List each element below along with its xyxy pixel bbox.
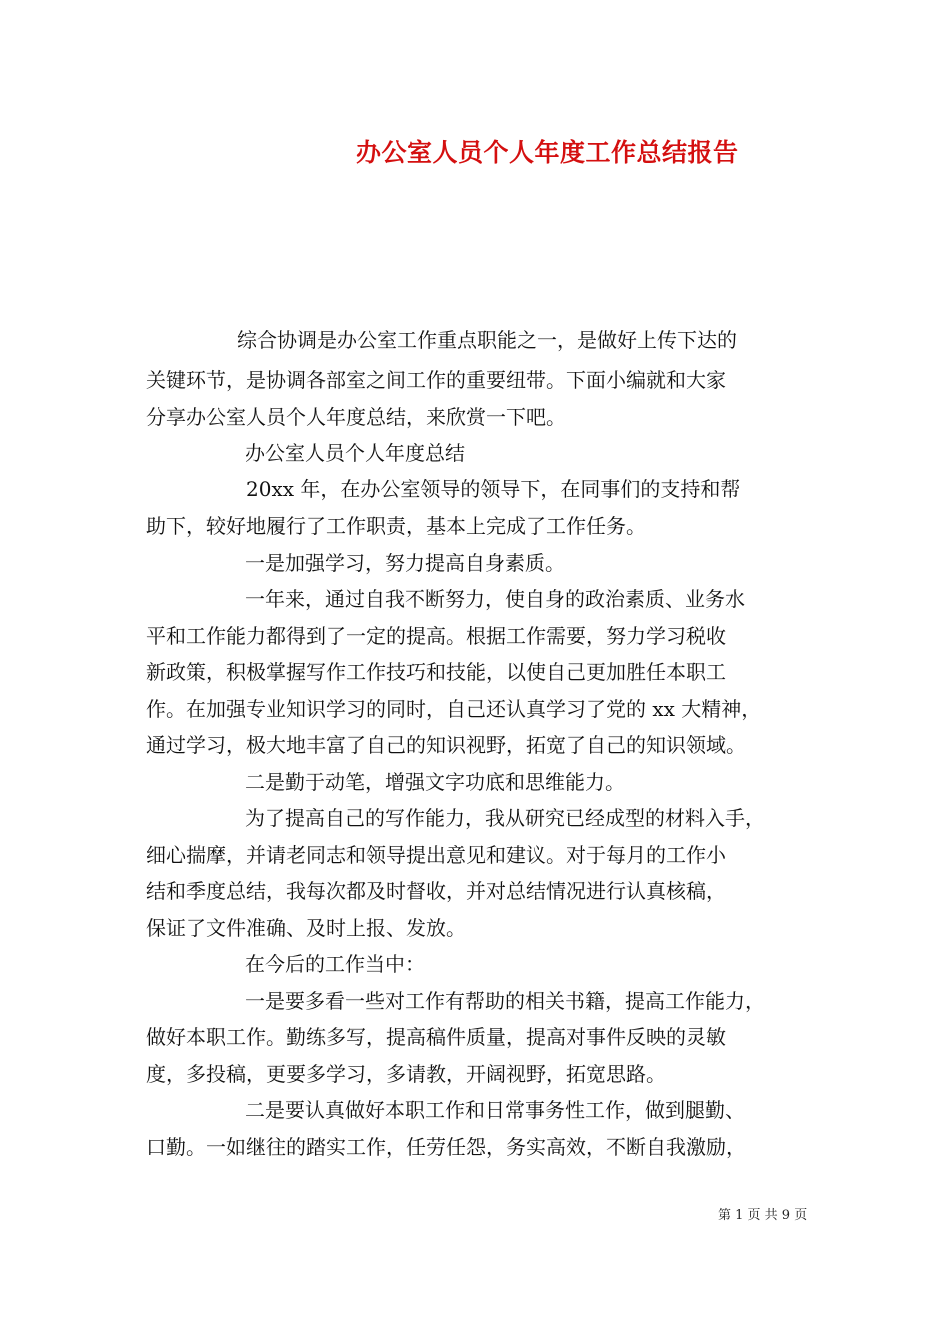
paragraph-line: 关键环节，是协调各部室之间工作的重要纽带。下面小编就和大家 — [146, 368, 726, 392]
paragraph-line: 二是勤于动笔，增强文字功底和思维能力。 — [245, 770, 625, 794]
paragraph-line: 二是要认真做好本职工作和日常事务性工作，做到腿勤、 — [245, 1098, 745, 1122]
section-heading: 办公室人员个人年度总结 — [245, 441, 465, 465]
paragraph-line: 20xx 年，在办公室领导的领导下，在同事们的支持和帮 — [246, 477, 741, 501]
paragraph-line: 保证了文件准确、及时上报、发放。 — [146, 916, 466, 940]
paragraph-line: 综合协调是办公室工作重点职能之一，是做好上传下达的 — [237, 328, 737, 352]
paragraph-line: 通过学习，极大地丰富了自己的知识视野，拓宽了自己的知识领域。 — [146, 733, 746, 757]
paragraph-line: 一是要多看一些对工作有帮助的相关书籍，提高工作能力， — [245, 989, 765, 1013]
paragraph-line: 助下，较好地履行了工作职责，基本上完成了工作任务。 — [146, 514, 646, 538]
paragraph-line: 度，多投稿，更要多学习，多请教，开阔视野，拓宽思路。 — [146, 1062, 666, 1086]
paragraph-line: 分享办公室人员个人年度总结，来欣赏一下吧。 — [146, 405, 566, 429]
paragraph-line: 一年来，通过自我不断努力，使自身的政治素质、业务水 — [245, 587, 745, 611]
paragraph-line: 为了提高自己的写作能力，我从研究已经成型的材料入手， — [245, 806, 765, 830]
paragraph-line: 作。在加强专业知识学习的同时，自己还认真学习了党的 xx 大精神， — [146, 697, 762, 721]
paragraph-line: 在今后的工作当中： — [245, 952, 425, 976]
document-title: 办公室人员个人年度工作总结报告 — [356, 138, 739, 167]
paragraph-line: 新政策，积极掌握写作工作技巧和技能，以使自己更加胜任本职工 — [146, 660, 726, 684]
paragraph-line: 做好本职工作。勤练多写，提高稿件质量，提高对事件反映的灵敏 — [146, 1025, 726, 1049]
paragraph-line: 平和工作能力都得到了一定的提高。根据工作需要，努力学习税收 — [146, 624, 726, 648]
paragraph-line: 结和季度总结，我每次都及时督收，并对总结情况进行认真核稿， — [146, 879, 726, 903]
paragraph-line: 细心揣摩，并请老同志和领导提出意见和建议。对于每月的工作小 — [146, 843, 726, 867]
paragraph-line: 口勤。一如继往的踏实工作，任劳任怨，务实高效，不断自我激励， — [146, 1135, 746, 1159]
page-number: 第 1 页 共 9 页 — [718, 1208, 808, 1223]
paragraph-line: 一是加强学习，努力提高自身素质。 — [245, 551, 565, 575]
